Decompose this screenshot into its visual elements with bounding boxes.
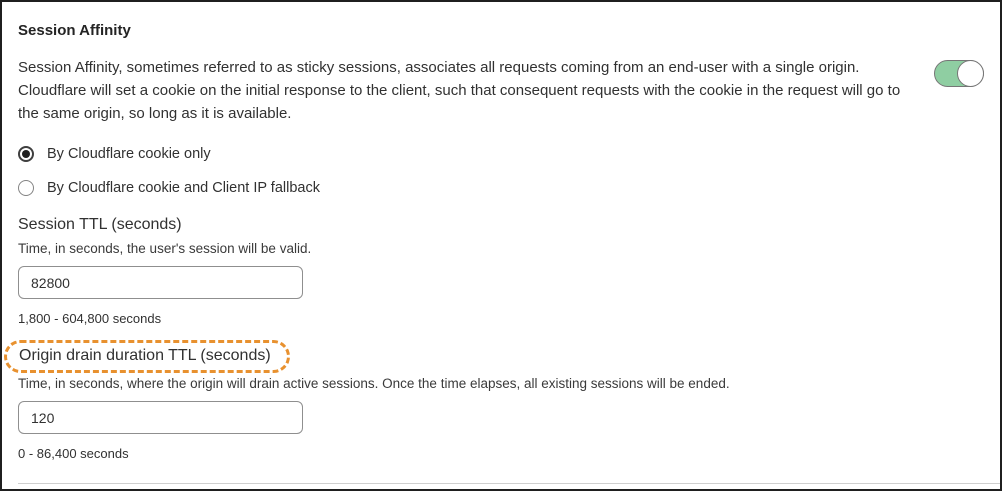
radio-icon[interactable] — [18, 180, 34, 196]
section-title: Session Affinity — [18, 22, 131, 39]
section-divider — [18, 483, 1000, 484]
origin-drain-input[interactable] — [18, 401, 303, 434]
highlight-annotation — [4, 340, 290, 373]
origin-drain-range-hint: 0 - 86,400 seconds — [18, 446, 129, 461]
toggle-knob-icon — [957, 60, 984, 87]
session-ttl-input[interactable] — [18, 266, 303, 299]
origin-drain-label-row — [18, 340, 984, 373]
origin-drain-label: Origin drain duration TTL (seconds) — [19, 347, 271, 364]
radio-option-label[interactable]: By Cloudflare cookie only — [47, 146, 211, 162]
session-ttl-range-hint: 1,800 - 604,800 seconds — [18, 311, 162, 326]
session-ttl-help: Time, in seconds, the user's session will be valid. — [18, 241, 312, 256]
radio-option-cookie-only[interactable] — [18, 146, 984, 162]
radio-option-label[interactable]: By Cloudflare cookie and Client IP fallback — [47, 180, 320, 196]
description-row — [18, 56, 984, 125]
radio-icon[interactable] — [18, 146, 34, 162]
section-description: Session Affinity, sometimes referred to as sticky sessions, associates all requests coming from an end-user with a single origin. Cloudflare will set a cookie on the initial response to the client, such that consequent requests with the cookie in the request will go to the same origin, so long as it is available. — [18, 59, 901, 122]
affinity-mode-radio-group — [18, 146, 984, 196]
radio-option-cookie-ip-fallback[interactable] — [18, 180, 984, 196]
session-affinity-toggle[interactable] — [934, 60, 984, 87]
origin-drain-help: Time, in seconds, where the origin will drain active sessions. Once the time elapses, all existing sessions will be ended. — [18, 376, 730, 391]
session-ttl-label: Session TTL (seconds) — [18, 216, 182, 233]
